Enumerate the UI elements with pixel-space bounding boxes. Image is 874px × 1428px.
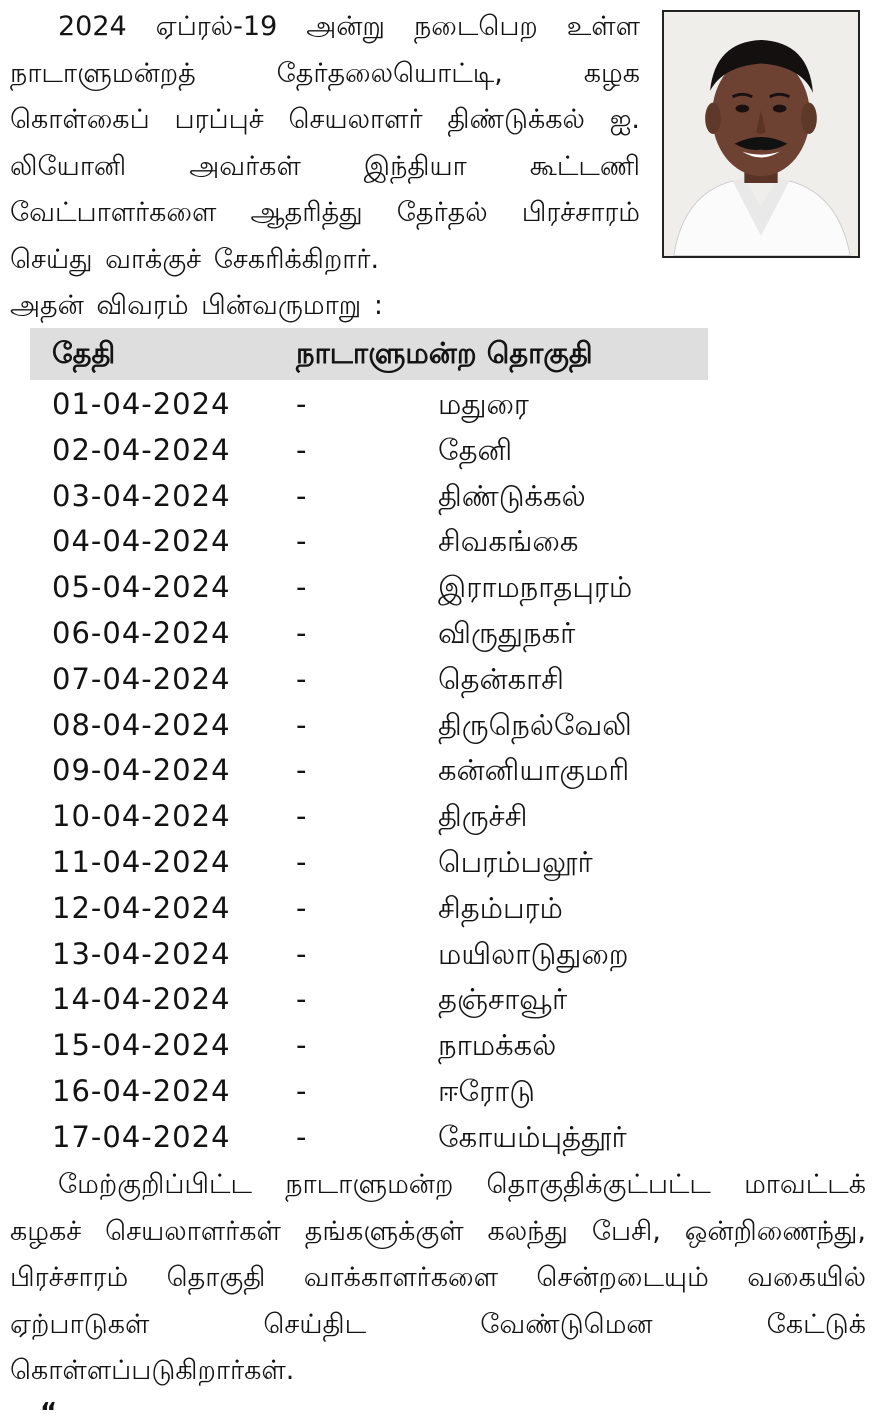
table-row [0,428,874,474]
row-constituency: மயிலாடுதுறை [438,936,629,971]
row-date: 04-04-2024 [52,524,231,559]
table-row [0,611,874,657]
row-separator: - [296,570,307,605]
row-constituency: திருச்சி [438,799,528,834]
table-row [0,748,874,794]
intro-section [10,4,640,330]
row-date: 11-04-2024 [52,844,231,879]
table-row [0,1115,874,1161]
next-heading: “ [40,1398,58,1428]
table-row [0,1069,874,1115]
row-constituency: கன்னியாகுமரி [438,753,630,788]
row-separator: - [296,478,307,513]
row-date: 17-04-2024 [52,1119,231,1154]
row-separator: - [296,661,307,696]
row-constituency: கோயம்புத்தூர் [438,1119,627,1154]
table-row [0,886,874,932]
row-constituency: தஞ்சாவூர் [438,982,568,1017]
row-separator: - [296,387,307,421]
table-row [0,657,874,703]
row-constituency: திருநெல்வேலி [438,707,632,742]
closing-paragraph: மேற்குறிப்பிட்ட நாடாளுமன்ற தொகுதிக்குட்பட்ட மாவட்டக் கழகச் செயலாளர்கள் தங்களுக்குள் கலந்து பேசி, ஒன்றிணைந்து, பிரச்சாரம் தொகுதி வாக்காளர்களை சென்றடையும் வகையில் ஏற்பாடுகள் செய்திட வேண்டுமென கேட்டுக் கொள்ளப்படுகிறார்கள். [10,1169,866,1386]
table-row [0,565,874,611]
row-separator: - [296,615,307,650]
row-separator: - [296,1119,307,1154]
table-row [0,519,874,565]
row-date: 02-04-2024 [52,432,231,467]
row-constituency: நாமக்கல் [438,1028,557,1063]
row-separator: - [296,707,307,742]
table-row [0,382,874,428]
row-separator: - [296,753,307,788]
schedule-table [0,382,874,1161]
row-date: 03-04-2024 [52,478,231,513]
row-separator: - [296,432,307,467]
row-date: 09-04-2024 [52,753,231,788]
row-constituency: தேனி [438,432,513,467]
closing-section [10,1162,866,1395]
portrait-image [664,12,858,256]
row-date: 01-04-2024 [52,387,231,421]
row-date: 10-04-2024 [52,799,231,834]
table-row [0,977,874,1023]
table-row [0,794,874,840]
row-constituency: மதுரை [438,387,529,421]
row-constituency: சிவகங்கை [438,524,579,559]
row-constituency: ஈரோடு [438,1073,536,1108]
table-row [0,1023,874,1069]
row-constituency: திண்டுக்கல் [438,478,586,513]
row-date: 08-04-2024 [52,707,231,742]
row-separator: - [296,890,307,925]
table-row [0,932,874,978]
row-separator: - [296,799,307,834]
intro-lead: அதன் விவரம் பின்வருமாறு : [10,290,383,321]
row-separator: - [296,936,307,971]
row-date: 07-04-2024 [52,661,231,696]
row-separator: - [296,1028,307,1063]
row-separator: - [296,524,307,559]
row-date: 05-04-2024 [52,570,231,605]
row-date: 12-04-2024 [52,890,231,925]
row-constituency: சிதம்பரம் [438,890,563,925]
table-row [0,840,874,886]
row-constituency: விருதுநகர் [438,615,576,650]
row-constituency: தென்காசி [438,661,564,696]
row-separator: - [296,844,307,879]
header-date: தேதி [52,336,116,370]
row-date: 16-04-2024 [52,1073,231,1108]
table-row [0,703,874,749]
row-date: 14-04-2024 [52,982,231,1017]
table-row [0,474,874,520]
row-date: 06-04-2024 [52,615,231,650]
speaker-portrait [662,10,860,258]
table-header [30,328,708,380]
intro-paragraph: 2024 ஏப்ரல்-19 அன்று நடைபெற உள்ள நாடாளுமன்றத் தேர்தலையொட்டி, கழக கொள்கைப் பரப்புச் செயலாளர் திண்டுக்கல் ஐ. லியோனி அவர்கள் இந்தியா கூட்டணி வேட்பாளர்களை ஆதரித்து தேர்தல் பிரச்சாரம் செய்து வாக்குச் சேகரிக்கிறார். [10,11,640,275]
row-separator: - [296,1073,307,1108]
row-separator: - [296,982,307,1017]
header-constituency: நாடாளுமன்ற தொகுதி [296,336,593,370]
row-constituency: பெரம்பலூர் [438,844,593,879]
row-date: 13-04-2024 [52,936,231,971]
row-constituency: இராமநாதபுரம் [438,570,633,605]
row-date: 15-04-2024 [52,1028,231,1063]
